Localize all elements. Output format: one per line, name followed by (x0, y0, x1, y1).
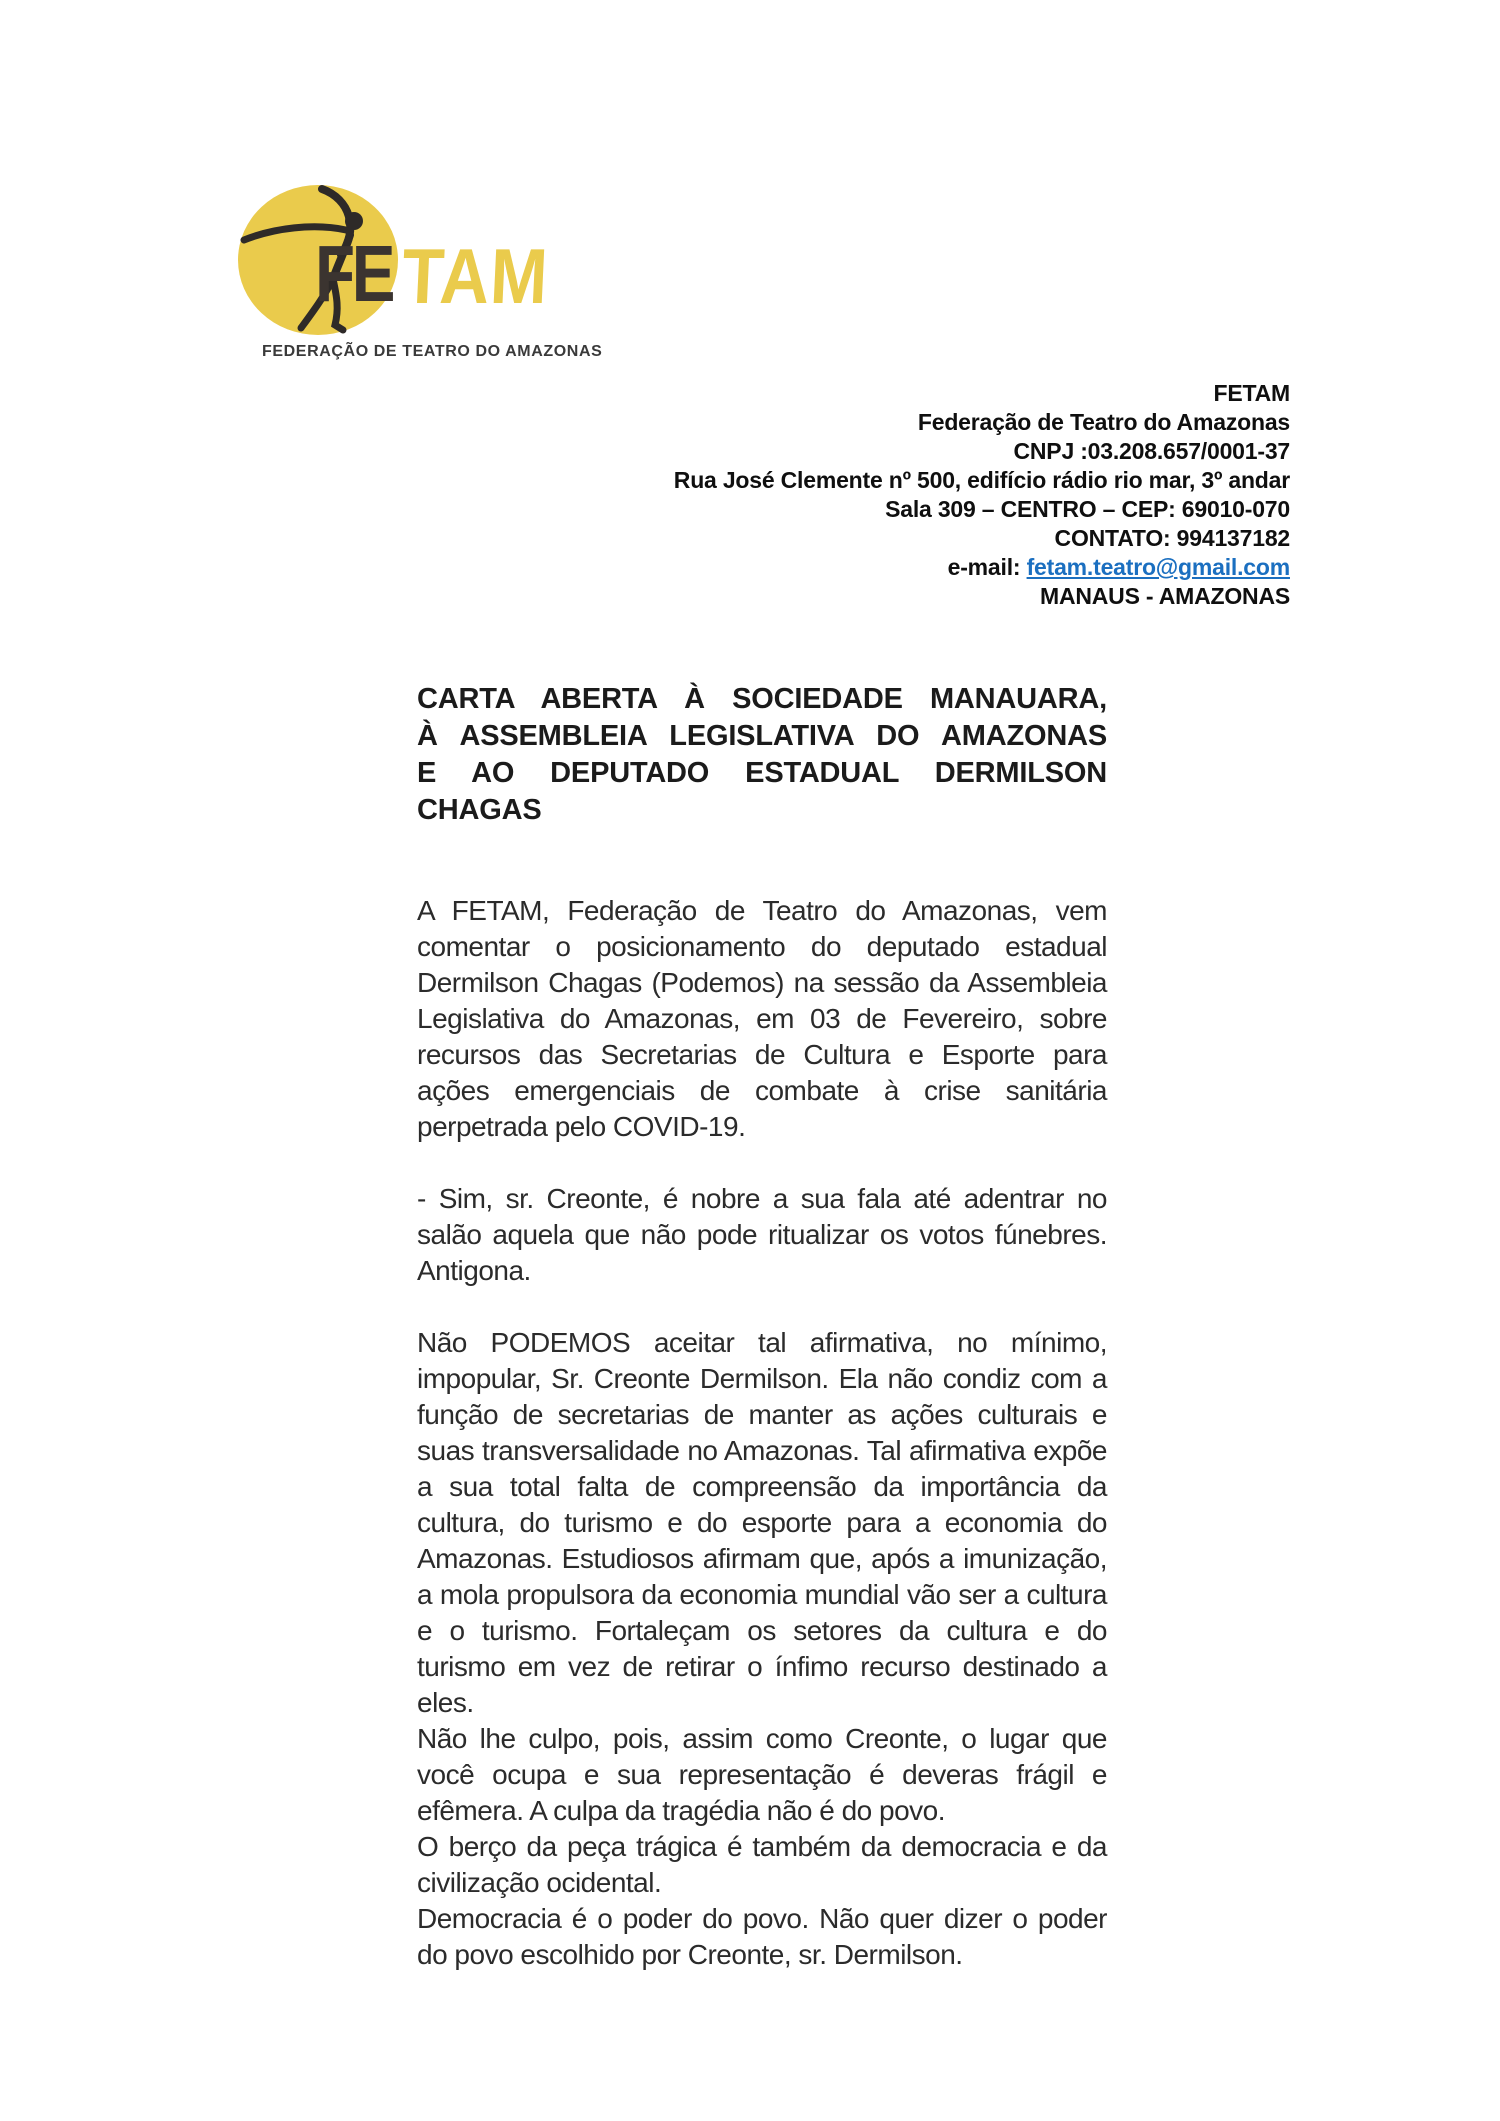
letterhead-org-full: Federação de Teatro do Amazonas (917, 409, 1290, 435)
paragraph: Não PODEMOS aceitar tal afirmativa, no mínimo, impopular, Sr. Creonte Dermilson. Ela não condiz com a função de secretarias de manter as ações culturais e suas transversalidade no Amazonas. Tal afirmativa expõe a sua total falta de compreensão da importância da cultura, do turismo e do esporte para a economia do Amazonas. Estudiosos afirmam que, após a imunização, a mola propulsora da economia mundial vão ser a cultura e o turismo. Fortaleçam os setores da cultura e do turismo em vez de retirar o ínfimo recurso destinado a eles. (417, 1327, 1107, 1718)
logo-fe-text: FE (315, 228, 393, 319)
email-link[interactable]: fetam.teatro@gmail.com (1026, 554, 1290, 580)
letterhead-org-short: FETAM (1213, 380, 1290, 406)
letterhead (674, 379, 1290, 611)
letterhead-email-line (674, 553, 1290, 582)
email-label: e-mail: (947, 554, 1027, 580)
title-line: CHAGAS (417, 794, 542, 826)
fetam-logo-graphic (238, 183, 568, 341)
letterhead-address-line1: Rua José Clemente nº 500, edifício rádio rio mar, 3º andar (673, 467, 1290, 493)
paragraph: Democracia é o poder do povo. Não quer dizer o poder do povo escolhido por Creonte, sr. Dermilson. (417, 1903, 1107, 1970)
logo-tam-text: TAM (400, 231, 551, 320)
letterhead-cnpj: CNPJ :03.208.657/0001-37 (1013, 438, 1290, 464)
title-line: CARTA ABERTA À SOCIEDADE MANAUARA, (417, 683, 1107, 715)
title-line: E AO DEPUTADO ESTADUAL DERMILSON (417, 757, 1107, 789)
letterhead-city: MANAUS - AMAZONAS (1039, 583, 1290, 609)
paragraph: A FETAM, Federação de Teatro do Amazonas, vem comentar o posicionamento do deputado estadual Dermilson Chagas (Podemos) na sessão da Assembleia Legislativa do Amazonas, em 03 de Fevereiro, sobre recursos das Secretarias de Cultura e Esporte para ações emergenciais de combate à crise sanitária perpetrada pelo COVID-19. (417, 895, 1107, 1142)
letterhead-contact: CONTATO: 994137182 (1054, 525, 1290, 551)
logo-caption: FEDERAÇÃO DE TEATRO DO AMAZONAS (262, 343, 603, 360)
paragraph: O berço da peça trágica é também da democracia e da civilização ocidental. (417, 1831, 1107, 1898)
paragraph: Não lhe culpo, pois, assim como Creonte, o lugar que você ocupa e sua representação é deveras frágil e efêmera. A culpa da tragédia não é do povo. (417, 1723, 1107, 1826)
letter-title (417, 681, 1107, 829)
letterhead-address-line2: Sala 309 – CENTRO – CEP: 69010-070 (885, 496, 1290, 522)
letter-body (417, 893, 1107, 1973)
paragraph: - Sim, sr. Creonte, é nobre a sua fala até adentrar no salão aquela que não pode ritualizar os votos fúnebres. Antigona. (417, 1183, 1107, 1286)
title-line: À ASSEMBLEIA LEGISLATIVA DO AMAZONAS (417, 720, 1107, 752)
fetam-logo (238, 183, 568, 346)
